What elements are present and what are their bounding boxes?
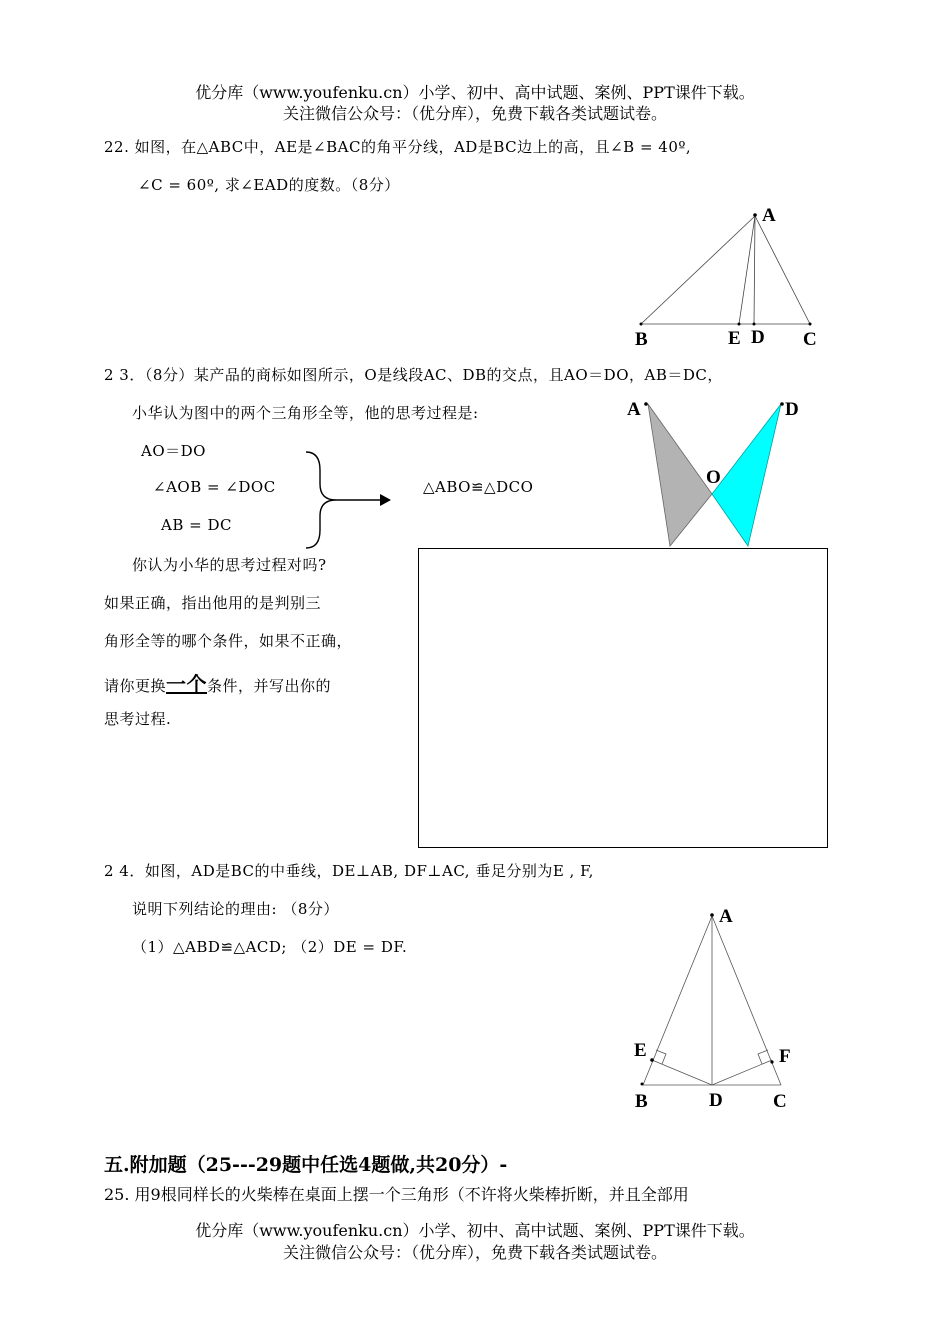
q23-ask-2: 如果正确，指出他用的是判别三 [104, 594, 322, 612]
q23-label-a: A [627, 399, 641, 420]
q22-label-b: B [635, 329, 648, 350]
q24-label-a: A [719, 906, 733, 927]
q24-label-e: E [634, 1040, 647, 1061]
q22-label-c: C [803, 329, 817, 350]
q24-line-2: 说明下列结论的理由: （8分） [132, 900, 339, 918]
q24-label-d: D [709, 1090, 723, 1111]
q23-ask-4-emphasis: 一个 [166, 672, 208, 696]
q23-line-1: 2 3．（8分）某产品的商标如图所示，O是线段AC、DB的交点，且AO＝DO，AB＝DC， [104, 366, 723, 384]
q23-label-o: O [706, 467, 721, 488]
q23-ask-5: 思考过程. [104, 710, 172, 728]
q24-label-c: C [773, 1091, 787, 1112]
q22-label-a: A [762, 205, 776, 226]
q23-ask-4-pre: 请你更换 [104, 677, 167, 695]
q22-line-2: ∠C = 60º, 求∠EAD的度数。（8分） [138, 176, 400, 194]
q22-label-e: E [728, 328, 741, 349]
q23-label-d: D [785, 399, 799, 420]
q23-conclusion: △ABO≌△DCO [423, 478, 534, 496]
q23-ask-4-post: 条件，并写出你的 [207, 677, 332, 695]
header-line-2: 关注微信公众号：（优分库），免费下载各类试题试卷。 [282, 104, 667, 123]
q23-condition-1: AO＝DO [141, 442, 206, 460]
q23-condition-3: AB = DC [161, 516, 232, 534]
q23-ask-1: 你认为小华的思考过程对吗? [132, 556, 327, 574]
q23-condition-2: ∠AOB = ∠DOC [153, 478, 276, 496]
q24-label-f: F [779, 1046, 791, 1067]
q22-line-1: 22. 如图，在△ABC中，AE是∠BAC的角平分线，AD是BC边上的高，且∠B = 40º, [104, 138, 692, 156]
q23-ask-3: 角形全等的哪个条件，如果不正确， [104, 632, 353, 650]
q25-line-1: 25. 用9根同样长的火柴棒在桌面上摆一个三角形（不许将火柴棒折断，并且全部用 [104, 1185, 689, 1204]
q24-line-3: （1）△ABD≌△ACD; （2）DE = DF. [132, 938, 408, 956]
section-5-title: 五.附加题（25---29题中任选4题做,共20分）- [104, 1154, 508, 1176]
header-line-1: 优分库（www.youfenku.cn）小学、初中、高中试题、案例、PPT课件下载。 [195, 83, 755, 102]
footer-line-1: 优分库（www.youfenku.cn）小学、初中、高中试题、案例、PPT课件下载。 [195, 1221, 755, 1240]
q22-label-d: D [751, 327, 765, 348]
footer-line-2: 关注微信公众号：（优分库），免费下载各类试题试卷。 [282, 1243, 667, 1262]
q24-line-1: 2 4．如图，AD是BC的中垂线，DE⊥AB, DF⊥AC, 垂足分别为E , F, [104, 862, 594, 880]
q24-label-b: B [635, 1091, 648, 1112]
q23-line-2: 小华认为图中的两个三角形全等，他的思考过程是: [132, 404, 479, 422]
